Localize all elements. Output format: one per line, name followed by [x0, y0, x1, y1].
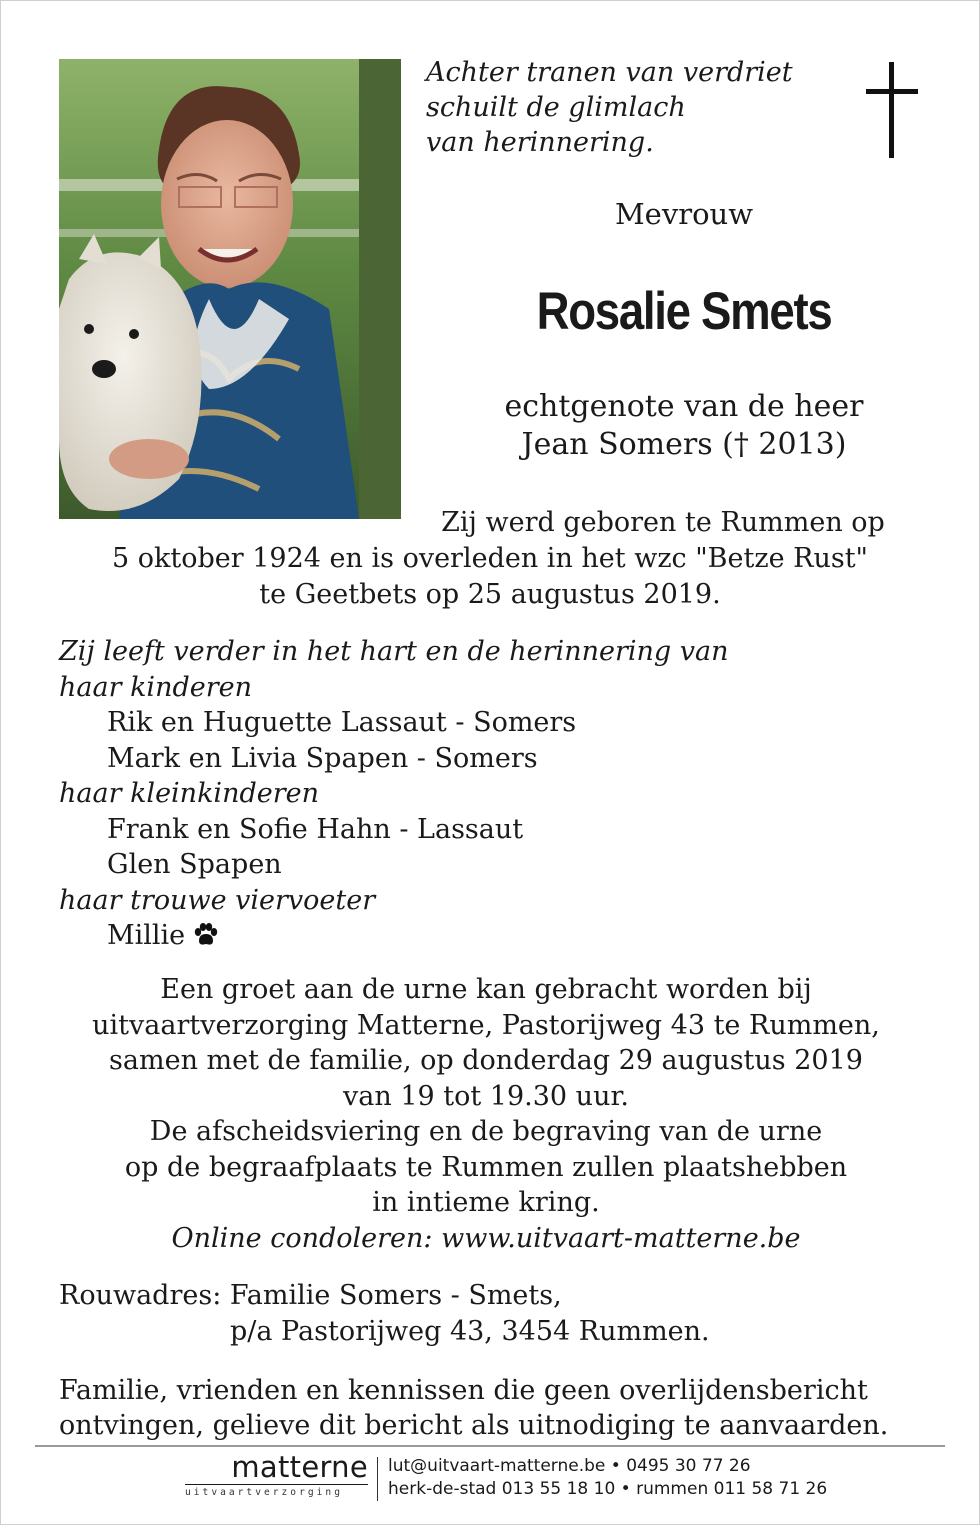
survivors-list — [59, 634, 729, 957]
logo-underline — [185, 1484, 368, 1485]
honorific-title: Mevrouw — [614, 197, 754, 231]
contact-line[interactable]: lut@uitvaart-matterne.be • 0495 30 77 26 — [388, 1456, 751, 1476]
birth-line: 5 oktober 1924 en is overleden in het wzc "Betze Rust" — [112, 543, 868, 574]
memorial-poem — [426, 55, 793, 160]
poem-line: schuilt de glimlach — [426, 92, 686, 123]
address-line: Rouwadres: Familie Somers - Smets, — [59, 1280, 562, 1311]
ceremony-line: op de begraafplaats te Rummen zullen plaatshebben — [124, 1151, 848, 1183]
deceased-name: Rosalie Smets — [536, 282, 832, 341]
pet-label: haar trouwe viervoeter — [59, 884, 376, 916]
online-condolences-link[interactable]: Online condoleren: www.uitvaart-matterne.be — [171, 1222, 801, 1254]
grandchild-entry: Glen Spapen — [107, 849, 282, 880]
spouse-line: Jean Somers († 2013) — [521, 427, 847, 462]
child-entry: Rik en Huguette Lassaut - Somers — [107, 707, 577, 738]
address-line: p/a Pastorijweg 43, 3454 Rummen. — [230, 1316, 710, 1347]
spouse-line: echtgenote van de heer — [504, 389, 864, 424]
birth-line: te Geetbets op 25 augustus 2019. — [259, 579, 721, 610]
mourning-address — [59, 1278, 710, 1350]
spouse-info — [428, 388, 940, 464]
ceremony-details — [0, 972, 972, 1256]
poem-line: Achter tranen van verdriet — [426, 57, 793, 88]
paw-print-icon — [193, 921, 219, 957]
children-label: haar kinderen — [59, 671, 252, 703]
logo-subtitle: uitvaartverzorging — [185, 1487, 343, 1498]
funeral-home-logo — [185, 1452, 368, 1499]
ceremony-line: in intieme kring. — [372, 1187, 600, 1218]
cross-icon — [863, 62, 923, 166]
birth-line: Zij werd geboren te Rummen op — [441, 507, 885, 538]
child-entry: Mark en Livia Spapen - Somers — [107, 742, 538, 774]
logo-name: matterne — [231, 1450, 368, 1484]
birth-death-notice — [0, 505, 980, 613]
poem-line: van herinnering. — [426, 127, 654, 158]
pet-name: Millie — [107, 920, 186, 951]
family-note — [59, 1373, 888, 1443]
footer-divider — [35, 1445, 945, 1447]
survivors-intro: Zij leeft verder in het hart en de herinnering van — [59, 636, 729, 667]
family-note-line: ontvingen, gelieve dit bericht als uitnodiging te aanvaarden. — [59, 1410, 889, 1441]
ceremony-line: De afscheidsviering en de begraving van de urne — [149, 1116, 823, 1147]
pet-entry — [59, 918, 729, 957]
ceremony-line: samen met de familie, op donderdag 29 augustus 2019 — [109, 1045, 863, 1076]
family-note-line: Familie, vrienden en kennissen die geen overlijdensbericht — [59, 1375, 868, 1406]
footer-separator — [377, 1457, 378, 1501]
ceremony-line: uitvaartverzorging Matterne, Pastorijweg 43 te Rummen, — [92, 1009, 880, 1041]
grandchild-entry: Frank en Sofie Hahn - Lassaut — [107, 813, 524, 845]
ceremony-line: van 19 tot 19.30 uur. — [343, 1080, 629, 1112]
contact-info — [388, 1455, 827, 1501]
ceremony-line: Een groet aan de urne kan gebracht worden bij — [160, 974, 812, 1005]
portrait-photo — [59, 59, 401, 519]
grandchildren-label: haar kleinkinderen — [59, 778, 319, 809]
contact-line: herk-de-stad 013 55 18 10 • rummen 011 58 71 26 — [388, 1479, 828, 1499]
